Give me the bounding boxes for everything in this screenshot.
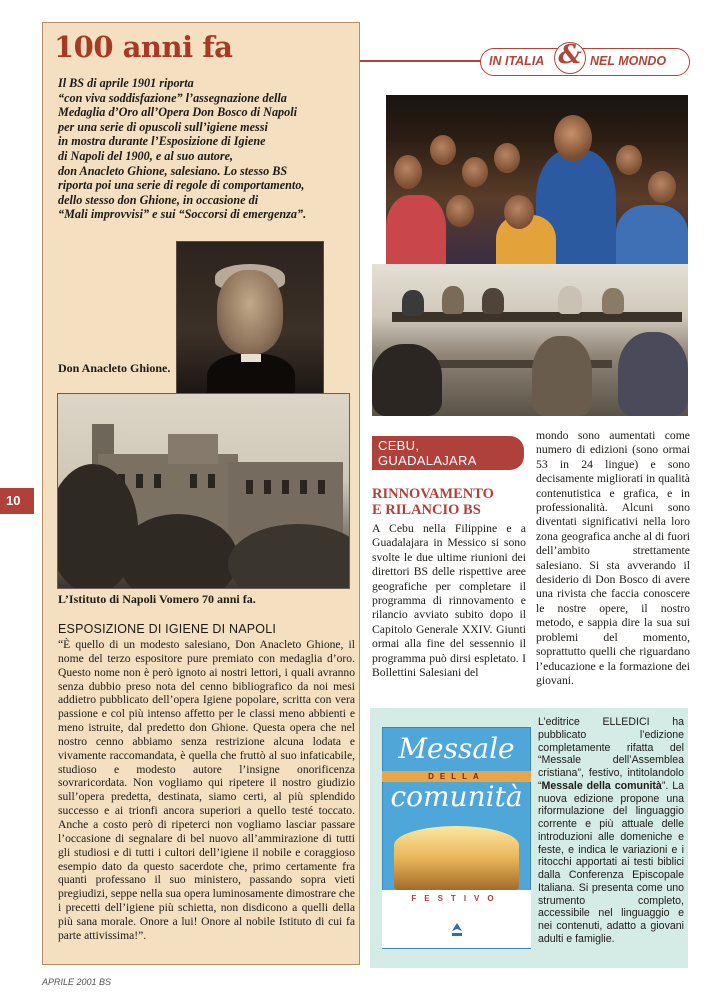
header-text-italy: IN ITALIA	[489, 54, 545, 68]
footer: APRILE 2001 BS	[42, 977, 112, 987]
section-heading: ESPOSIZIONE DI IGIENE DI NAPOLI	[58, 622, 277, 636]
book-text-post: ”. La nuova edizione propone una riformulazione del linguaggio corrente e più attuale delle introduzioni alle domeniche e feste, e indica le variazioni e i ritocchi apportati ai testi biblici dalla Conferenza Episcopale Italiana. Si presenta come uno strumento completo, accessibile nel linguaggio e nei contenuti, adatto a giovani adulti e famiglie.	[538, 779, 684, 945]
cebu-label-line: CEBU,	[378, 438, 420, 453]
intro-line: dello stesso don Ghione, in occasione di	[58, 192, 259, 207]
building-caption: L’Istituto di Napoli Vomero 70 anni fa.	[58, 592, 256, 606]
intro-line: per una serie di opuscoli sull’igiene messi	[58, 119, 268, 134]
book-cover-della: DELLA	[428, 772, 485, 781]
cebu-column-1	[372, 522, 526, 680]
intro-line: don Anacleto Ghione, salesiano. Lo stesso BS	[58, 163, 288, 178]
cebu-label-line: GUADALAJARA	[378, 453, 477, 468]
book-description	[538, 716, 684, 946]
cebu-label-text	[378, 438, 477, 468]
book-open-pages	[394, 826, 519, 890]
cebu-title-line: RINNOVAMENTO	[372, 486, 494, 502]
page-title: 100 anni fa	[54, 30, 233, 64]
cebu-column-1-text: A Cebu nella Filippine e a Guadalajara in Messico si sono svolte le due ultime riunioni dei direttori BS delle rispettive aree geografiche per completare il programma di rinnovamento e rilancio avviato subito dopo il Capitolo Generale XXIV. Giunti ormai alla fine del sessennio il programma può dirsi espletato. I Bollettini Salesiani del	[372, 522, 526, 680]
portrait-photo	[176, 241, 324, 407]
book-cover-title-1: Messale	[398, 732, 515, 765]
intro-line: riporta poi una serie di regole di comportamento,	[58, 178, 305, 193]
cebu-column-2	[536, 429, 690, 688]
intro-line: di Napoli del 1900, e al suo autore,	[58, 148, 234, 163]
book-cover-title-2: comunità	[390, 780, 523, 813]
page-number: 10	[6, 493, 21, 508]
intro-line: in mostra durante l’Esposizione di Igiene	[58, 134, 266, 149]
cebu-column-2-text: mondo sono aumentati come numero di edizioni (sono ormai 53 in 24 lingue) e sono decisamente migliorati in qualità contenutistica e grafica, e in professionalità. Alcuni sono diventati significativi nella loro zona geografica anche al di fuori dell’ambito strettamente salesiano. Si sta avverando il desiderio di Don Bosco di avere una rivista che faccia conoscere le nostre opere, il nostro metodo, e sappia dire la sua sui problemi del momento, soprattutto quelli che riguardano l’educazione e la formazione dei giovani.	[536, 429, 690, 687]
header-text-world: NEL MONDO	[590, 54, 667, 68]
cebu-title-line: E RILANCIO BS	[372, 502, 481, 518]
children-photo	[386, 95, 688, 266]
book-text-bold: Messale della comunità	[541, 779, 662, 792]
intro-line: “Mali improvvisi” e sui “Soccorsi di emergenza”.	[58, 207, 307, 222]
intro-line: Medaglia d’Oro all’Opera Don Bosco di Napoli	[58, 105, 298, 120]
portrait-caption: Don Anacleto Ghione.	[58, 361, 171, 375]
section-body	[58, 638, 355, 943]
meeting-photo	[372, 264, 688, 416]
cebu-title	[372, 486, 494, 518]
section-body-text: “È quello di un modesto salesiano, Don Anacleto Ghione, il nome del terzo espositore pure premiato con medaglia d’oro. Questo nome non è però ignoto ai nostri lettori, i quali avranno senza dubbio preso nota del cenno bibliografico da noi mesi addietro pubblicato dell’opera Igiene popolare, scritta con vera passione e col più intenso affetto per le classi meno abbienti e meno istruite, dal predetto don Ghione. Questa opera che nel nostro cenno abbiamo senza restrizione alcuna lodata e vivamente raccomandata, è quella che fruttò al suo infaticabile, studioso e modesto autore l’insigne onorificenza sovraricordata. Non vogliamo qui ripetere il nostro giudizio sull’opera predetta, destinata, siamo certi, al più splendido successo e ai trionfi ancora superiori a quello testé toccato. Anche a costo però di ripeterci non vogliamo lasciar passare l’occasione di segnalare di bel nuovo all’ammirazione di tutti gli studiosi e di tutti i cultori dell’igiene il nobile e coraggioso esempio dato da questo sacerdote che, primo certamente fra quanti professano il suo ministero, passando sopra vieti pregiudizi, seppe nella sua opera luminosamente dimostrare che i precetti dell’igiene più schietta, non disdicono a quelli della più sana morale. Onore a lui! Onore al nobile Istituto di cui fa parte attivissima!”.	[58, 638, 355, 942]
book-cover-festivo: FESTIVO	[411, 894, 502, 903]
intro-text	[58, 76, 356, 222]
building-photo	[57, 393, 350, 589]
book-text-pre: L’editrice ELLEDICI ha pubblicato l’edizione completamente rifatta del “Messale dell’Assemblea cristiana”, festivo, intitolandolo “	[538, 716, 684, 792]
intro-line: “con viva soddisfazione” l’assegnazione della	[58, 90, 287, 105]
header-ampersand: &	[558, 40, 582, 70]
publisher-logo-icon	[450, 922, 464, 938]
intro-line: Il BS di aprile 1901 riporta	[58, 76, 194, 90]
